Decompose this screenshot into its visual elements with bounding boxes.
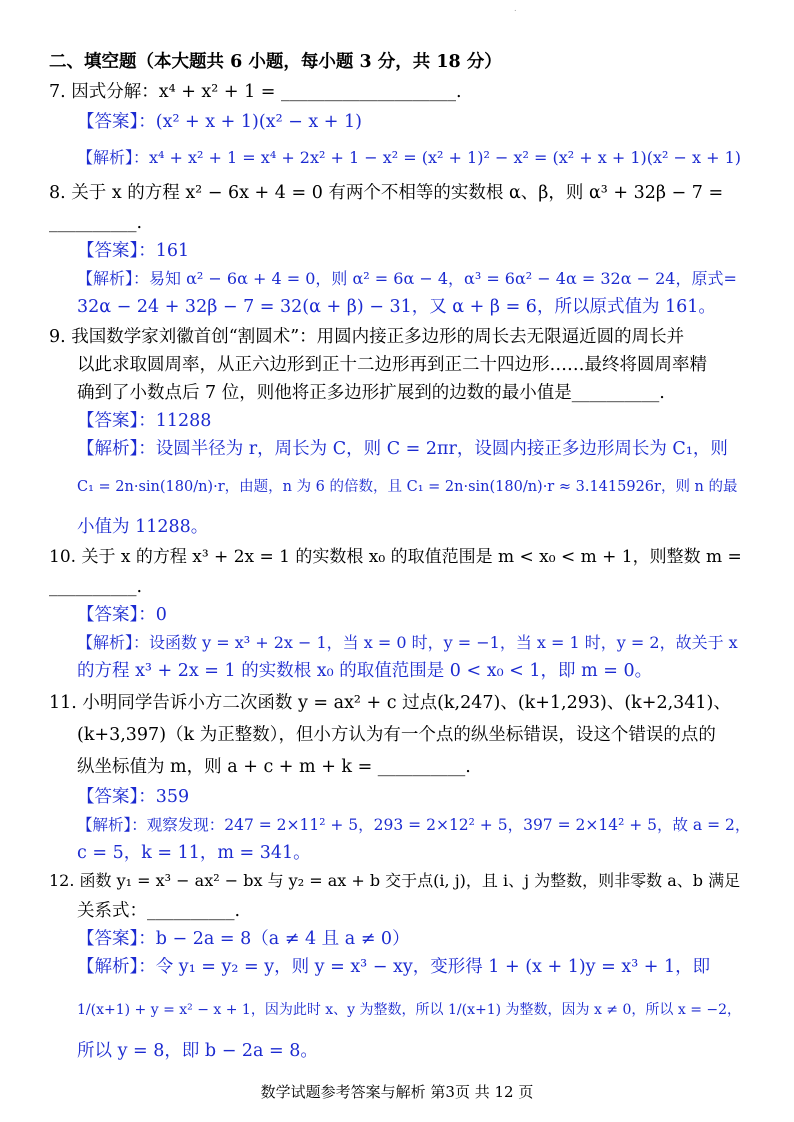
question-12-analysis-1: 【解析】：令 y₁ = y₂ = y，则 y = x³ − xy，变形得 1 + (x + 1)y = x³ + 1，即 [77, 957, 711, 977]
question-7-line-1: 7. 因式分解：x⁴ + x² + 1 = ____________________. [49, 82, 462, 102]
question-9-analysis-3: 小值为 11288。 [77, 517, 209, 537]
question-9-line-2: 以此求取圆周率，从正六边形到正十二边形再到正二十四边形……最终将圆周率精 [77, 355, 707, 375]
question-10-analysis-1: 【解析】：设函数 y = x³ + 2x − 1，当 x = 0 时，y = −1，当 x = 1 时，y = 2，故关于 x [77, 633, 738, 652]
question-7-answer: 【答案】：(x² + x + 1)(x² − x + 1) [77, 112, 362, 132]
question-11-analysis-2: c = 5，k = 11，m = 341。 [77, 843, 311, 863]
question-12-line-1: 12. 函数 y₁ = x³ − ax² − bx 与 y₂ = ax + b 交于点(i, j)，且 i、j 为整数，则非零数 a、b 满足 [49, 871, 741, 890]
question-8-answer: 【答案】：161 [77, 241, 190, 261]
question-11-line-1: 11. 小明同学告诉小方二次函数 y = ax² + c 过点(k,247)、(k+1,293)、(k+2,341)、 [49, 693, 731, 713]
question-12-line-2: 关系式：__________. [77, 901, 241, 921]
question-11-line-2: (k+3,397)（k 为正整数），但小方认为有一个点的纵坐标错误，设这个错误的点的 [77, 725, 716, 745]
question-9-line-3: 确到了小数点后 7 位，则他将正多边形扩展到的边数的最小值是__________. [77, 383, 665, 403]
question-11-answer: 【答案】：359 [77, 787, 190, 807]
question-12-analysis-2: 1/(x+1) + y = x² − x + 1，因为此时 x、y 为整数，所以 1/(x+1) 为整数，因为 x ≠ 0，所以 x = −2， [77, 1002, 742, 1018]
section-title: 二、填空题（本大题共 6 小题，每小题 3 分，共 18 分） [49, 52, 502, 72]
question-9-analysis-1: 【解析】：设圆半径为 r，周长为 C，则 C = 2πr，设圆内接正多边形周长为 C₁，则 [77, 439, 728, 459]
page-footer: 数学试题参考答案与解析 第3页 共 12 页 [260, 1083, 534, 1101]
question-10-analysis-2: 的方程 x³ + 2x = 1 的实数根 x₀ 的取值范围是 0 < x₀ < 1，即 m = 0。 [77, 661, 653, 681]
question-11-analysis-1: 【解析】：观察发现：247 = 2×11² + 5，293 = 2×12² + 5，397 = 2×14² + 5，故 a = 2， [77, 816, 751, 834]
question-10-line-2: __________. [49, 577, 143, 597]
question-7-analysis-1: 【解析】：x⁴ + x² + 1 = x⁴ + 2x² + 1 − x² = (x² + 1)² − x² = (x² + x + 1)(x² − x + 1) [77, 148, 742, 167]
question-10-line-1: 10. 关于 x 的方程 x³ + 2x = 1 的实数根 x₀ 的取值范围是 m < x₀ < m + 1，则整数 m = [49, 547, 742, 567]
question-11-line-3: 纵坐标值为 m，则 a + c + m + k = __________. [77, 757, 471, 777]
question-9-answer: 【答案】：11288 [77, 411, 212, 431]
question-8-analysis-2: 32α − 24 + 32β − 7 = 32(α + β) − 31，又 α + β = 6，所以原式值为 161。 [77, 297, 716, 317]
question-8-line-1: 8. 关于 x 的方程 x² − 6x + 4 = 0 有两个不相等的实数根 α、β，则 α³ + 32β − 7 = [49, 183, 724, 203]
question-9-analysis-2: C₁ = 2n·sin(180/n)·r，由题，n 为 6 的倍数，且 C₁ = 2n·sin(180/n)·r ≈ 3.1415926r，则 n 的最 [77, 479, 738, 495]
question-10-answer: 【答案】：0 [77, 605, 167, 625]
question-12-analysis-3: 所以 y = 8，即 b − 2a = 8。 [77, 1041, 318, 1061]
question-12-answer: 【答案】：b − 2a = 8（a ≠ 4 且 a ≠ 0） [77, 929, 410, 949]
question-8-line-2: __________. [49, 213, 143, 233]
question-8-analysis-1: 【解析】：易知 α² − 6α + 4 = 0，则 α² = 6α − 4，α³ = 6α² − 4α = 32α − 24，原式= [77, 269, 737, 288]
question-9-line-1: 9. 我国数学家刘徽首创“割圆术”：用圆内接正多边形的周长去无限逼近圆的周长并 [49, 327, 685, 347]
top-dot: . [514, 4, 517, 13]
